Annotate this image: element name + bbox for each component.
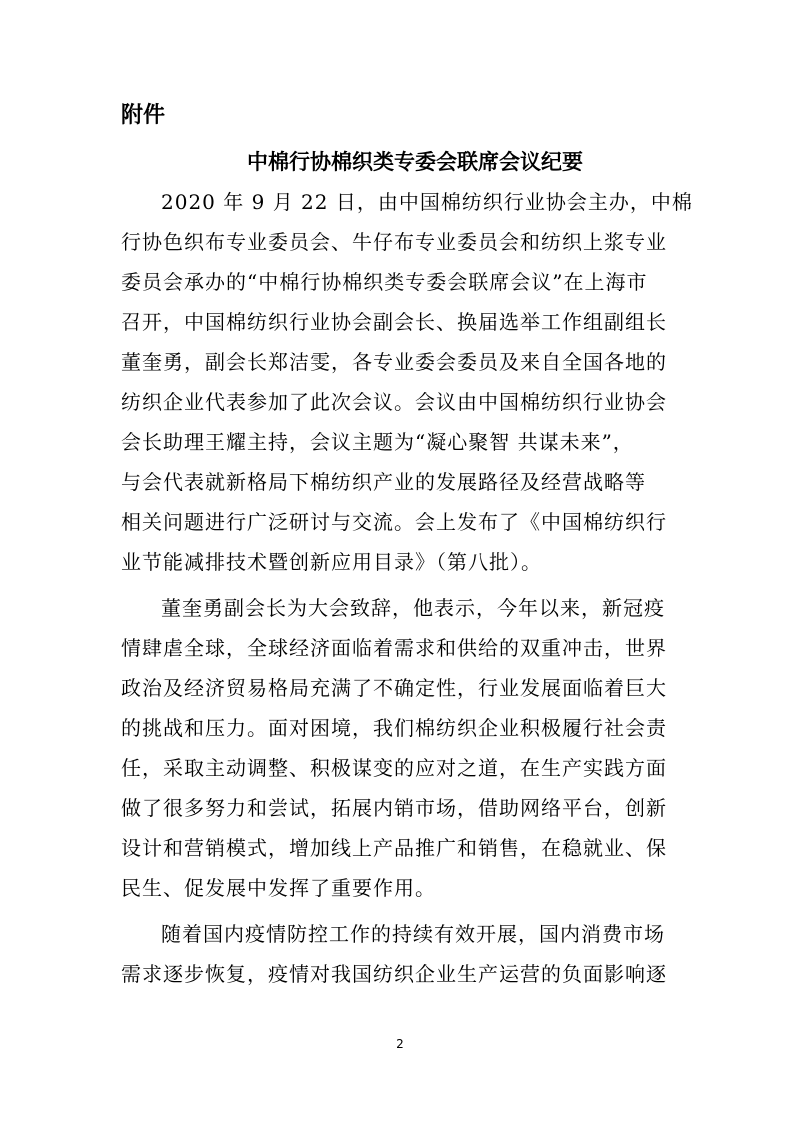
paragraph-2	[121, 588, 681, 908]
text-line: 任，采取主动调整、积极谋变的应对之道，在生产实践方面	[121, 756, 667, 780]
text-line: 2020 年 9 月 22 日，由中国棉纺织行业协会主办，中棉	[161, 190, 693, 214]
text-line: 纺织企业代表参加了此次会议。会议由中国棉纺织行业协会	[121, 390, 667, 414]
text-line: 设计和营销模式，增加线上产品推广和销售，在稳就业、保	[121, 836, 667, 860]
text-line: 行协色织布专业委员会、牛仔布专业委员会和纺织上浆专业	[121, 230, 667, 254]
paragraph-1	[121, 182, 693, 582]
document-title: 中棉行协棉织类专委会联席会议纪要	[247, 150, 583, 174]
text-line: 民生、促发展中发挥了重要作用。	[121, 876, 436, 900]
text-line: 做了很多努力和尝试，拓展内销市场，借助网络平台，创新	[121, 796, 667, 820]
text-line: 与会代表就新格局下棉纺织产业的发展路径及经营战略等	[121, 470, 646, 494]
page-number: 2	[396, 1037, 404, 1051]
text-line: 需求逐步恢复，疫情对我国纺织企业生产运营的负面影响逐	[121, 962, 667, 986]
text-line: 相关问题进行广泛研讨与交流。会上发布了《中国棉纺织行	[121, 510, 667, 534]
text-line: 董奎勇副会长为大会致辞，他表示，今年以来，新冠疫	[161, 596, 665, 620]
document-body	[121, 182, 693, 1000]
text-line: 董奎勇，副会长郑洁雯，各专业委会委员及来自全国各地的	[121, 350, 667, 374]
text-line: 的挑战和压力。面对困境，我们棉纺织企业积极履行社会责	[121, 716, 667, 740]
text-line: 随着国内疫情防控工作的持续有效开展，国内消费市场	[161, 922, 665, 946]
text-line: 会长助理王耀主持，会议主题为“凝心聚智 共谋未来”，	[121, 430, 634, 454]
text-line: 召开，中国棉纺织行业协会副会长、换届选举工作组副组长	[121, 310, 667, 334]
attachment-label: 附件	[121, 103, 166, 128]
text-line: 委员会承办的“中棉行协棉织类专委会联席会议”在上海市	[121, 270, 648, 294]
paragraph-3	[121, 914, 681, 994]
text-line: 政治及经济贸易格局充满了不确定性，行业发展面临着巨大	[121, 676, 667, 700]
text-line: 情肆虐全球，全球经济面临着需求和供给的双重冲击，世界	[121, 636, 667, 660]
text-line: 业节能减排技术暨创新应用目录》（第八批）。	[121, 550, 542, 574]
